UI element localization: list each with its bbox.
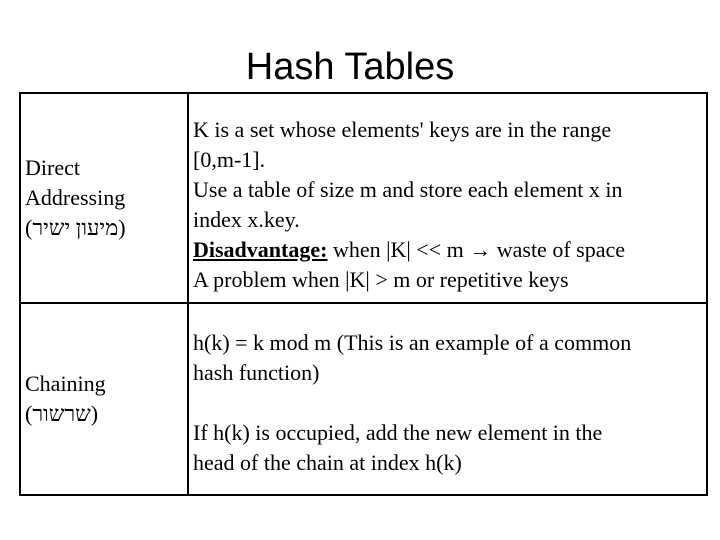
disadvantage-text: when |K| << m → waste of space [327,237,626,262]
disadvantage-line [193,235,704,265]
label-line: Direct [25,155,80,180]
description-line: h(k) = k mod m (This is an example of a common [193,330,632,355]
label-cell-chaining [20,303,188,495]
description-line: index x.key. [193,207,300,232]
description-line: [0,m-1]. [193,147,266,172]
label-cell-direct-addressing [20,93,188,303]
slide-title [0,40,700,94]
description-cell-chaining [188,303,707,495]
label-hebrew: (שרשור) [25,401,99,426]
label-line: Addressing [25,185,126,210]
description-line: hash function) [193,360,320,385]
table-row-chaining [20,303,707,495]
description-line: K is a set whose elements' keys are in the range [193,117,612,142]
label-hebrew: (מיעון ישיר) [25,215,126,240]
table-row-direct-addressing [20,93,707,303]
title-text: Hash Tables [245,46,455,88]
description-line: head of the chain at index h(k) [193,450,462,475]
description-line: If h(k) is occupied, add the new element in the [193,420,603,445]
label-line: Chaining [25,371,106,396]
disadvantage-label: Disadvantage: [193,237,328,262]
problem-line: A problem when |K| > m or repetitive keys [193,267,569,292]
paragraph-gap [193,388,704,418]
hash-table [19,92,708,496]
description-line: Use a table of size m and store each element x in [193,177,623,202]
description-cell-direct-addressing [188,93,707,303]
